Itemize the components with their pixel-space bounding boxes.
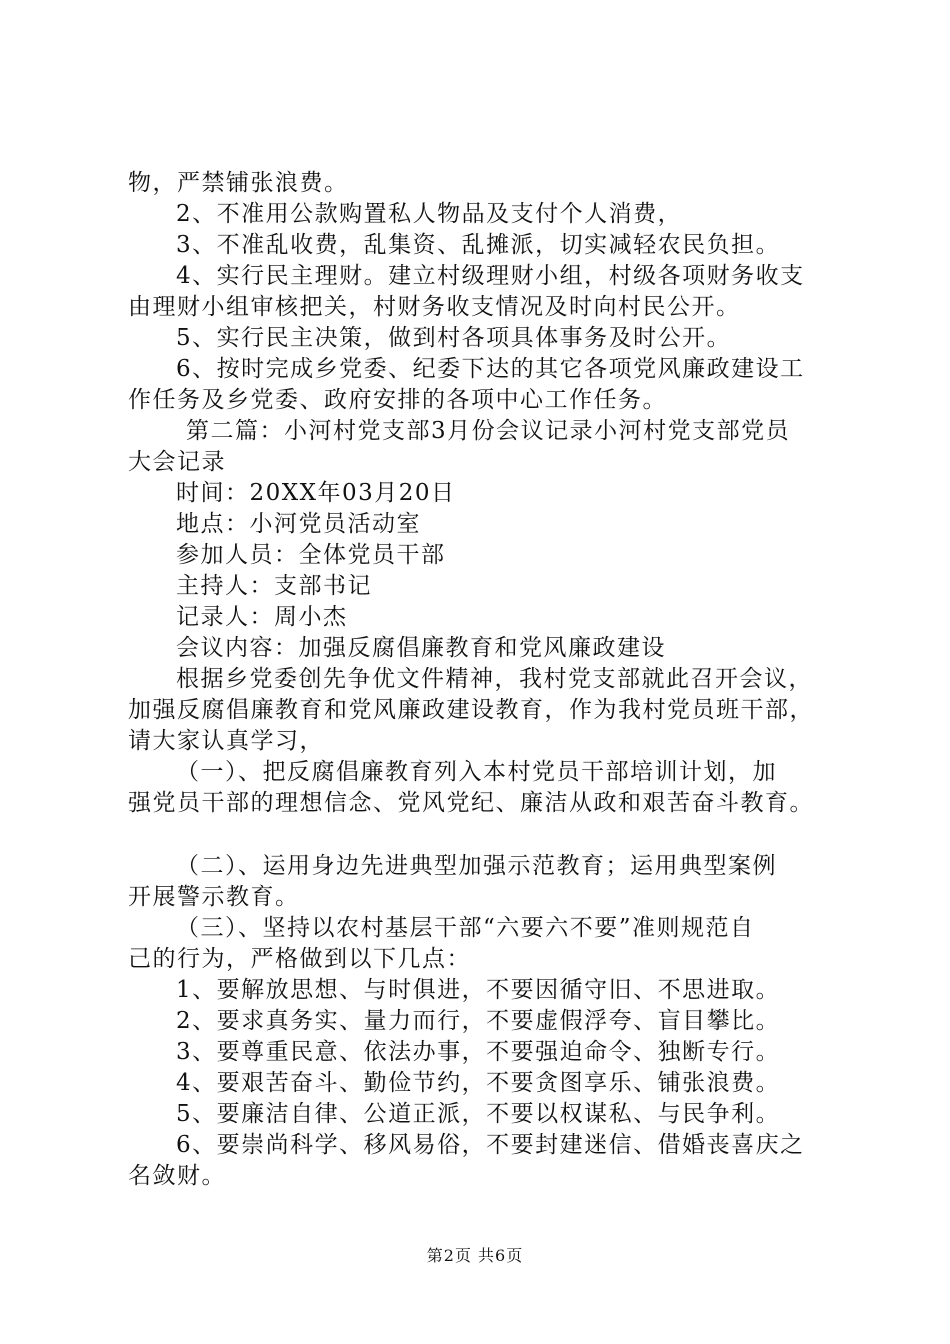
paragraph-line: 6、按时完成乡党委、纪委下达的其它各项党风廉政建设工 [176, 356, 805, 382]
paragraph-line: 物，严禁铺张浪费。 [128, 170, 349, 196]
paragraph-gap [128, 819, 848, 851]
paragraph-line: 己的行为，严格做到以下几点： [128, 946, 471, 972]
paragraph-line: 根据乡党委创先争优文件精神，我村党支部就此召开会议， [176, 666, 813, 692]
list-item: 5、要廉洁自律、公道正派，不要以权谋私、与民争利。 [176, 1101, 781, 1127]
paragraph-line: （一）、把反腐倡廉教育列入本村党员干部培训计划，加 [176, 759, 777, 785]
paragraph-line: 4、实行民主理财。建立村级理财小组，村级各项财务收支 [176, 263, 805, 289]
paragraph-line: 作任务及乡党委、政府安排的各项中心工作任务。 [128, 387, 667, 413]
list-item: 2、要求真务实、量力而行，不要虚假浮夸、盲目攀比。 [176, 1008, 781, 1034]
list-item: 4、要艰苦奋斗、勤俭节约，不要贪图享乐、铺张浪费。 [176, 1070, 781, 1096]
document-body [128, 168, 848, 1192]
meeting-content: 会议内容：加强反腐倡廉教育和党风廉政建设 [176, 635, 666, 661]
paragraph-line: 请大家认真学习， [128, 728, 324, 754]
paragraph-line: 加强反腐倡廉教育和党风廉政建设教育，作为我村党员班干部， [128, 697, 814, 723]
section-heading: 大会记录 [128, 449, 226, 475]
paragraph-line: 开展警示教育。 [128, 884, 300, 910]
list-item: 3、要尊重民意、依法办事，不要强迫命令、独断专行。 [176, 1039, 781, 1065]
meeting-attendees: 参加人员：全体党员干部 [176, 542, 446, 568]
section-heading: 第二篇：小河村党支部3月份会议记录小河村党支部党员 [186, 418, 791, 444]
paragraph-line: （二）、运用身边先进典型加强示范教育；运用典型案例 [176, 853, 777, 879]
meeting-time: 时间：20XX年03月20日 [176, 480, 456, 506]
page-footer: 第2页 共6页 [426, 1246, 524, 1265]
meeting-location: 地点：小河党员活动室 [176, 511, 421, 537]
list-item: 6、要崇尚科学、移风易俗，不要封建迷信、借婚丧喜庆之 [176, 1132, 805, 1158]
meeting-host: 主持人：支部书记 [176, 573, 372, 599]
paragraph-line: 5、实行民主决策，做到村各项具体事务及时公开。 [176, 325, 732, 351]
paragraph-line: （三）、坚持以农村基层干部“六要六不要”准则规范自 [176, 915, 755, 941]
meeting-recorder: 记录人：周小杰 [176, 604, 348, 630]
paragraph-line: 3、不准乱收费，乱集资、乱摊派，切实减轻农民负担。 [176, 232, 781, 258]
paragraph-line: 由理财小组审核把关，村财务收支情况及时向村民公开。 [128, 294, 741, 320]
paragraph-line: 强党员干部的理想信念、党风党纪、廉洁从政和艰苦奋斗教育。 [128, 790, 814, 816]
paragraph-line: 2、不准用公款购置私人物品及支付个人消费， [176, 201, 683, 227]
list-item: 1、要解放思想、与时俱进，不要因循守旧、不思进取。 [176, 977, 781, 1003]
list-item: 名敛财。 [128, 1163, 226, 1189]
